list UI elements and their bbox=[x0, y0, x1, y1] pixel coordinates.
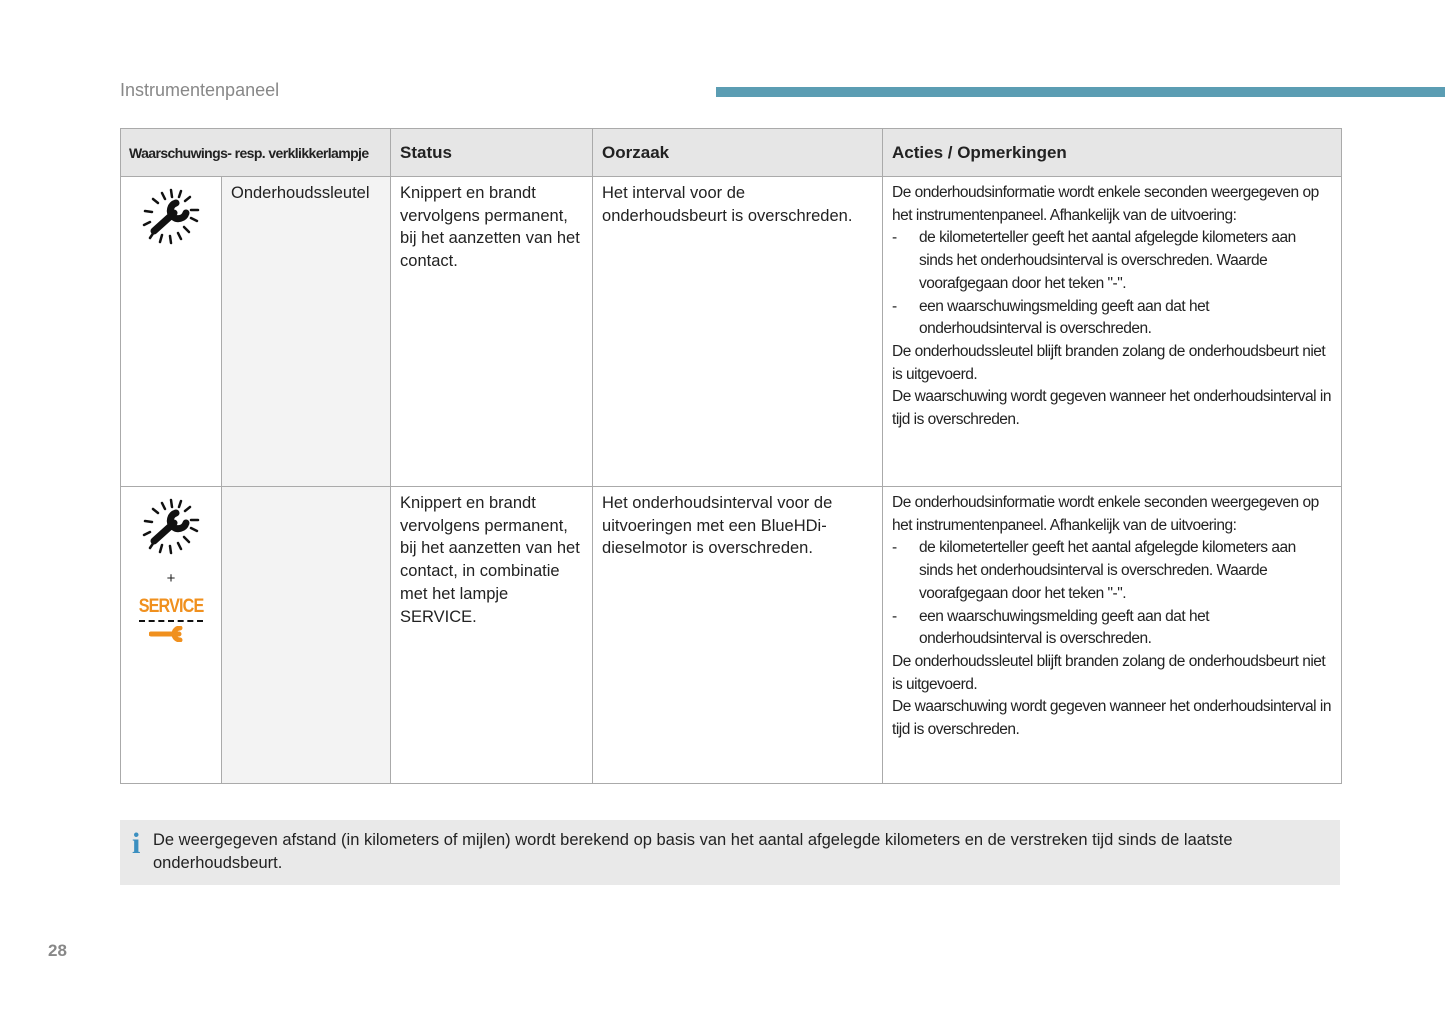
service-lamp-label: SERVICE bbox=[138, 596, 204, 618]
table-header-row bbox=[121, 129, 1342, 177]
page-number: 28 bbox=[48, 941, 67, 960]
status-cell: Knippert en brandt vervolgens permanent, bij het aanzetten van het contact, in combinatie met het lampje SERVICE. bbox=[391, 487, 593, 784]
actions-intro: De onderhoudsinformatie wordt enkele seconden weergegeven op het instrumentenpaneel. Afhankelijk van de uitvoering: bbox=[892, 494, 1319, 534]
service-wrench-icon bbox=[149, 626, 193, 642]
lamp-label bbox=[222, 487, 391, 784]
lamp-icon-cell bbox=[121, 487, 222, 784]
table-row bbox=[121, 177, 1342, 487]
bullet-item: - de kilometerteller geeft het aantal afgelegde kilometers aan sinds het onderhoudsinterval is overschreden. Waarde voorafgegaan door het teken "-". bbox=[892, 229, 1296, 292]
actions-note: De onderhoudssleutel blijft branden zolang de onderhoudsbeurt niet is uitgevoerd. bbox=[892, 342, 1326, 383]
table-row bbox=[121, 487, 1342, 784]
warning-lamps-table bbox=[120, 128, 1342, 784]
column-header-lamp: Waarschuwings- resp. verklikkerlampje bbox=[121, 129, 391, 177]
lamp-label: Onderhoudssleutel bbox=[222, 177, 391, 487]
column-header-actions: Acties / Opmerkingen bbox=[883, 129, 1342, 177]
cause-cell: Het interval voor de onderhoudsbeurt is overschreden. bbox=[593, 177, 883, 487]
actions-note: De onderhoudssleutel blijft branden zolang de onderhoudsbeurt niet is uitgevoerd. bbox=[892, 652, 1326, 693]
info-icon: i bbox=[132, 827, 141, 860]
actions-intro: De onderhoudsinformatie wordt enkele seconden weergegeven op het instrumentenpaneel. Afhankelijk van de uitvoering: bbox=[892, 184, 1319, 224]
info-text: De weergegeven afstand (in kilometers of mijlen) wordt berekend op basis van het aantal afgelegde kilometers en de verstreken tijd sinds de laatste onderhoudsbeurt. bbox=[153, 831, 1233, 872]
bullet-item: - een waarschuwingsmelding geeft aan dat het onderhoudsinterval is overschreden. bbox=[892, 607, 1210, 648]
actions-note: De waarschuwing wordt gegeven wanneer het onderhoudsinterval in tijd is overschreden. bbox=[892, 388, 1331, 429]
dashed-divider bbox=[139, 620, 203, 622]
actions-note: De waarschuwing wordt gegeven wanneer het onderhoudsinterval in tijd is overschreden. bbox=[892, 698, 1331, 739]
column-header-cause: Oorzaak bbox=[593, 129, 883, 177]
plus-sign: + bbox=[166, 569, 176, 587]
cause-cell: Het onderhoudsinterval voor de uitvoeringen met een BlueHDi-dieselmotor is overschreden. bbox=[593, 487, 883, 784]
wrench-warning-icon bbox=[136, 497, 206, 557]
section-title: Instrumentenpaneel bbox=[120, 80, 280, 100]
column-header-status: Status bbox=[391, 129, 593, 177]
info-note bbox=[120, 820, 1340, 885]
wrench-warning-icon bbox=[136, 187, 206, 247]
lamp-icon-cell bbox=[121, 177, 222, 487]
bullet-item: - een waarschuwingsmelding geeft aan dat het onderhoudsinterval is overschreden. bbox=[892, 297, 1210, 338]
bullet-item: - de kilometerteller geeft het aantal afgelegde kilometers aan sinds het onderhoudsinterval is overschreden. Waarde voorafgegaan door het teken "-". bbox=[892, 539, 1296, 602]
status-cell: Knippert en brandt vervolgens permanent, bij het aanzetten van het contact. bbox=[391, 177, 593, 487]
accent-bar bbox=[716, 87, 1445, 97]
actions-cell bbox=[883, 177, 1342, 487]
actions-cell bbox=[883, 487, 1342, 784]
